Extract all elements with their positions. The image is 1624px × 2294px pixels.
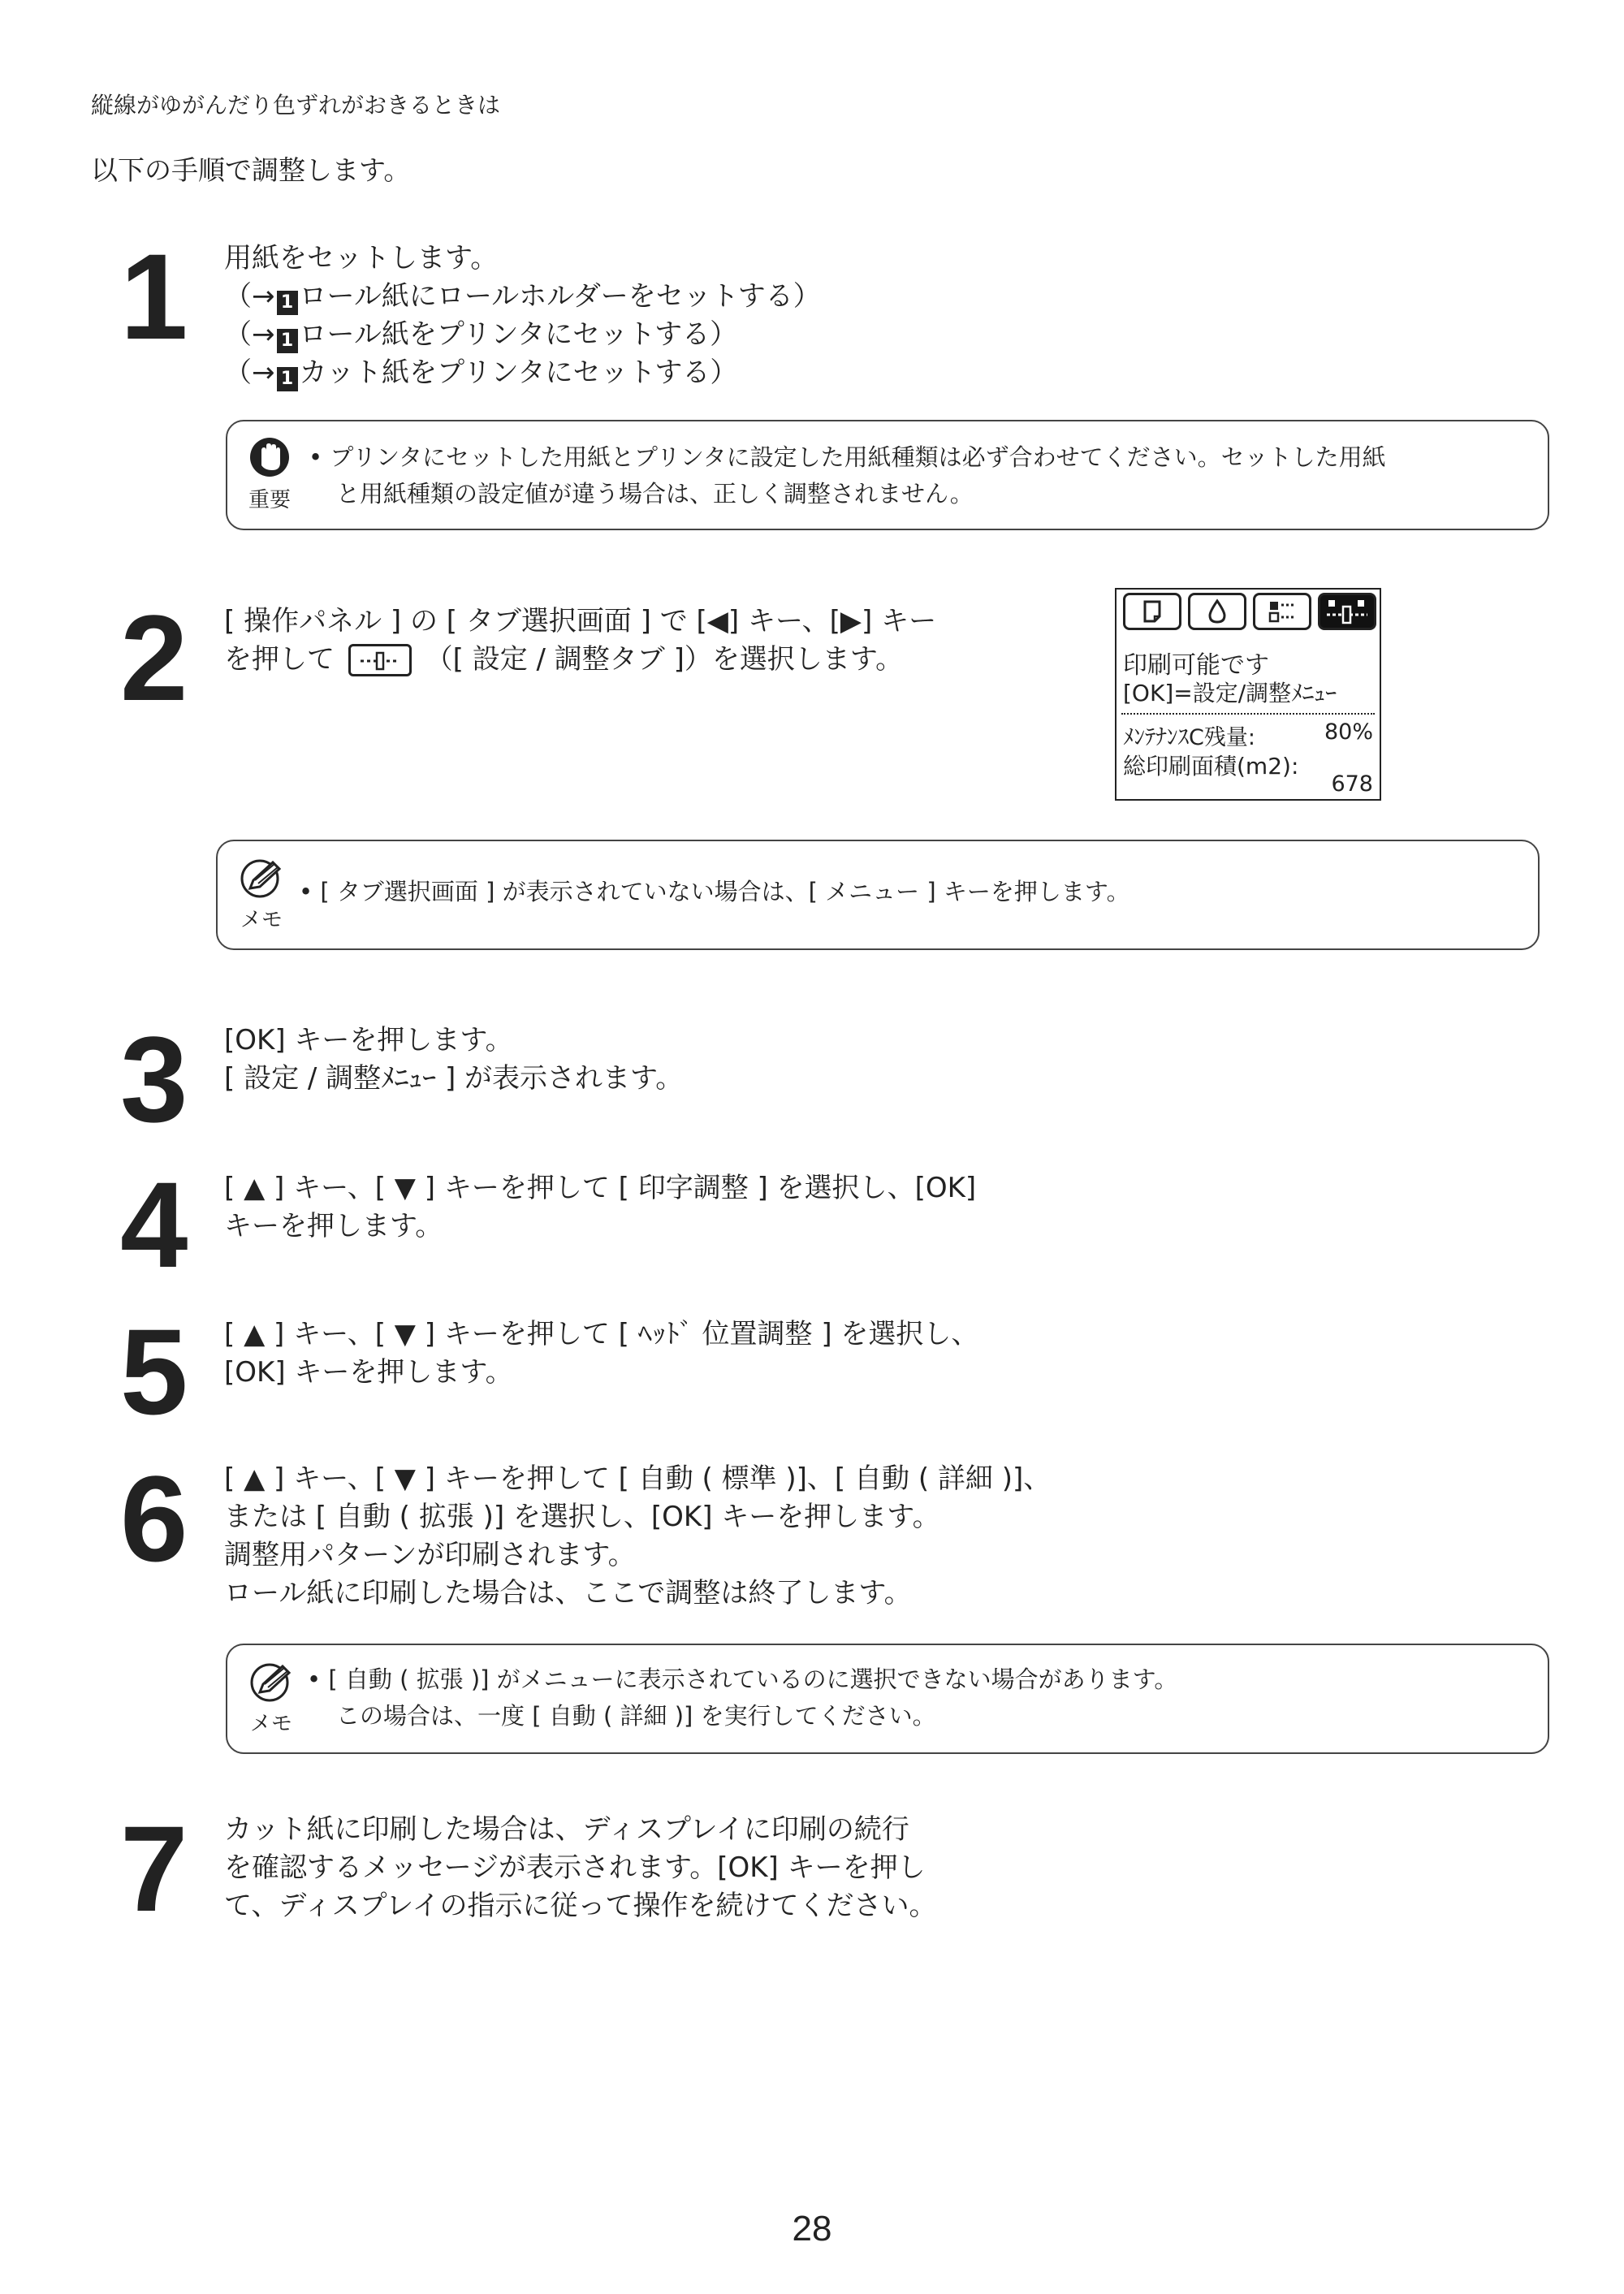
lcd-tab-job — [1253, 593, 1311, 630]
pencil-memo-icon — [247, 1661, 296, 1702]
paper-icon — [1125, 595, 1179, 628]
step-5-line: [ ▲ ] キー、[ ▼ ] キーを押して [ ﾍｯﾄﾞ 位置調整 ] を選択し、 — [224, 1318, 979, 1350]
ref-arrow: （→ — [224, 280, 275, 313]
step-6-line: 調整用パターンが印刷されます。 — [224, 1539, 636, 1571]
lcd-print-area-value: 678 — [1331, 771, 1373, 797]
step-1-number: 1 — [120, 228, 188, 365]
step-6-text — [224, 1460, 1051, 1613]
ref-badge-icon: 1 — [277, 329, 298, 353]
lcd-tab-bar — [1121, 593, 1376, 635]
memo-icon-group — [237, 858, 286, 933]
memo-2-text — [307, 1661, 1177, 1735]
step-7-text — [224, 1811, 937, 1925]
step-5-line: [OK] キーを押します。 — [224, 1356, 513, 1389]
ref-arrow: （→ — [224, 356, 275, 389]
ref-badge-icon: 1 — [277, 291, 298, 315]
step-7-line: を確認するメッセージが表示されます。[OK] キーを押し — [224, 1851, 926, 1884]
memo-line: • [ 自動 ( 拡張 )] がメニューに表示されているのに選択できない場合があります。 — [307, 1665, 1178, 1693]
memo-icon-group — [247, 1661, 296, 1737]
lcd-tab-paper — [1123, 593, 1181, 630]
step-3-line: [ 設定 / 調整ﾒﾆｭｰ ] が表示されます。 — [224, 1062, 684, 1095]
step-2-line2-before: を押して — [224, 643, 335, 676]
memo-1-text — [299, 874, 1130, 910]
step-7-line: カット紙に印刷した場合は、ディスプレイに印刷の続行 — [224, 1813, 909, 1846]
lcd-maintenance-value: 80% — [1324, 719, 1373, 745]
memo-label: メモ — [240, 908, 283, 932]
step-2-text — [224, 603, 936, 679]
step-4-text — [224, 1169, 976, 1246]
step-2-line2-after: （[ 設定 / 調整タブ ]）を選択します。 — [425, 643, 904, 676]
important-icon-group — [245, 436, 294, 513]
step-1-line: 用紙をセットします。 — [224, 242, 499, 274]
step-1-ref-1[interactable] — [224, 278, 821, 316]
lcd-tab-ink — [1188, 593, 1246, 630]
important-line: • プリンタにセットした用紙とプリンタに設定した用紙種類は必ず合わせてください。セットした用紙 — [309, 443, 1386, 471]
step-3-number: 3 — [120, 1011, 188, 1147]
memo-note-box-1 — [216, 840, 1540, 950]
memo-line: この場合は、一度 [ 自動 ( 詳細 )] を実行してください。 — [336, 1702, 936, 1730]
section-subtitle: 縦線がゆがんだり色ずれがおきるときは — [91, 92, 501, 119]
ref-link-text: ロール紙をプリンタにセットする） — [299, 318, 738, 351]
ref-link-text: ロール紙にロールホルダーをセットする） — [299, 280, 821, 313]
lcd-divider — [1121, 713, 1375, 715]
step-3-text — [224, 1022, 683, 1098]
ink-drop-icon — [1190, 595, 1244, 628]
important-label: 重要 — [248, 488, 291, 512]
lcd-maintenance-label: ﾒﾝﾃﾅﾝｽC残量: — [1123, 725, 1255, 750]
memo-label: メモ — [249, 1712, 292, 1736]
hand-stop-icon — [247, 436, 292, 478]
memo-note-box-2 — [226, 1644, 1549, 1754]
job-list-icon — [1255, 595, 1309, 628]
step-2-number: 2 — [120, 590, 188, 726]
step-7-line: て、ディスプレイの指示に従って操作を続けてください。 — [224, 1890, 937, 1922]
step-6-line: または [ 自動 ( 拡張 )] を選択し、[OK] キーを押します。 — [224, 1501, 940, 1533]
step-2-line — [224, 641, 936, 679]
step-5-number: 5 — [120, 1303, 188, 1440]
step-2-line: [ 操作パネル ] の [ タブ選択画面 ] で [◀] キー、[▶] キー — [224, 605, 937, 637]
ref-badge-icon: 1 — [277, 367, 298, 391]
step-1-ref-3[interactable] — [224, 354, 821, 392]
lcd-display — [1115, 588, 1381, 801]
lcd-status: 印刷可能です — [1123, 651, 1269, 680]
lcd-ok-hint: [OK]=設定/調整ﾒﾆｭｰ — [1123, 680, 1337, 706]
step-6-number: 6 — [120, 1450, 188, 1587]
ref-link-text: カット紙をプリンタにセットする） — [299, 356, 738, 389]
step-1-text — [224, 240, 821, 392]
important-text — [309, 439, 1386, 512]
lcd-print-area-label: 総印刷面積(m2): — [1123, 753, 1299, 780]
step-3-line: [OK] キーを押します。 — [224, 1024, 513, 1056]
important-note-box — [226, 420, 1549, 530]
step-5-text — [224, 1315, 978, 1392]
step-4-line: [ ▲ ] キー、[ ▼ ] キーを押して [ 印字調整 ] を選択し、[OK] — [224, 1172, 977, 1204]
step-4-line: キーを押します。 — [224, 1210, 443, 1242]
important-line: と用紙種類の設定値が違う場合は、正しく調整されません。 — [336, 480, 974, 508]
pencil-memo-icon — [237, 858, 286, 898]
lcd-tab-settings — [1318, 593, 1376, 630]
section-intro: 以下の手順で調整します。 — [91, 154, 411, 186]
page-number: 28 — [792, 2209, 832, 2249]
step-6-line: [ ▲ ] キー、[ ▼ ] キーを押して [ 自動 ( 標準 )]、[ 自動 ( 詳細 )]、 — [224, 1462, 1052, 1495]
settings-tab-icon — [348, 644, 412, 676]
step-1-ref-2[interactable] — [224, 316, 821, 354]
memo-line: • [ タブ選択画面 ] が表示されていない場合は、[ メニュー ] キーを押します。 — [299, 878, 1130, 905]
step-4-number: 4 — [120, 1156, 188, 1293]
ref-arrow: （→ — [224, 318, 275, 351]
step-7-number: 7 — [120, 1800, 188, 1937]
settings-tab-icon — [1320, 595, 1374, 628]
step-6-line: ロール紙に印刷した場合は、ここで調整は終了します。 — [224, 1577, 912, 1609]
